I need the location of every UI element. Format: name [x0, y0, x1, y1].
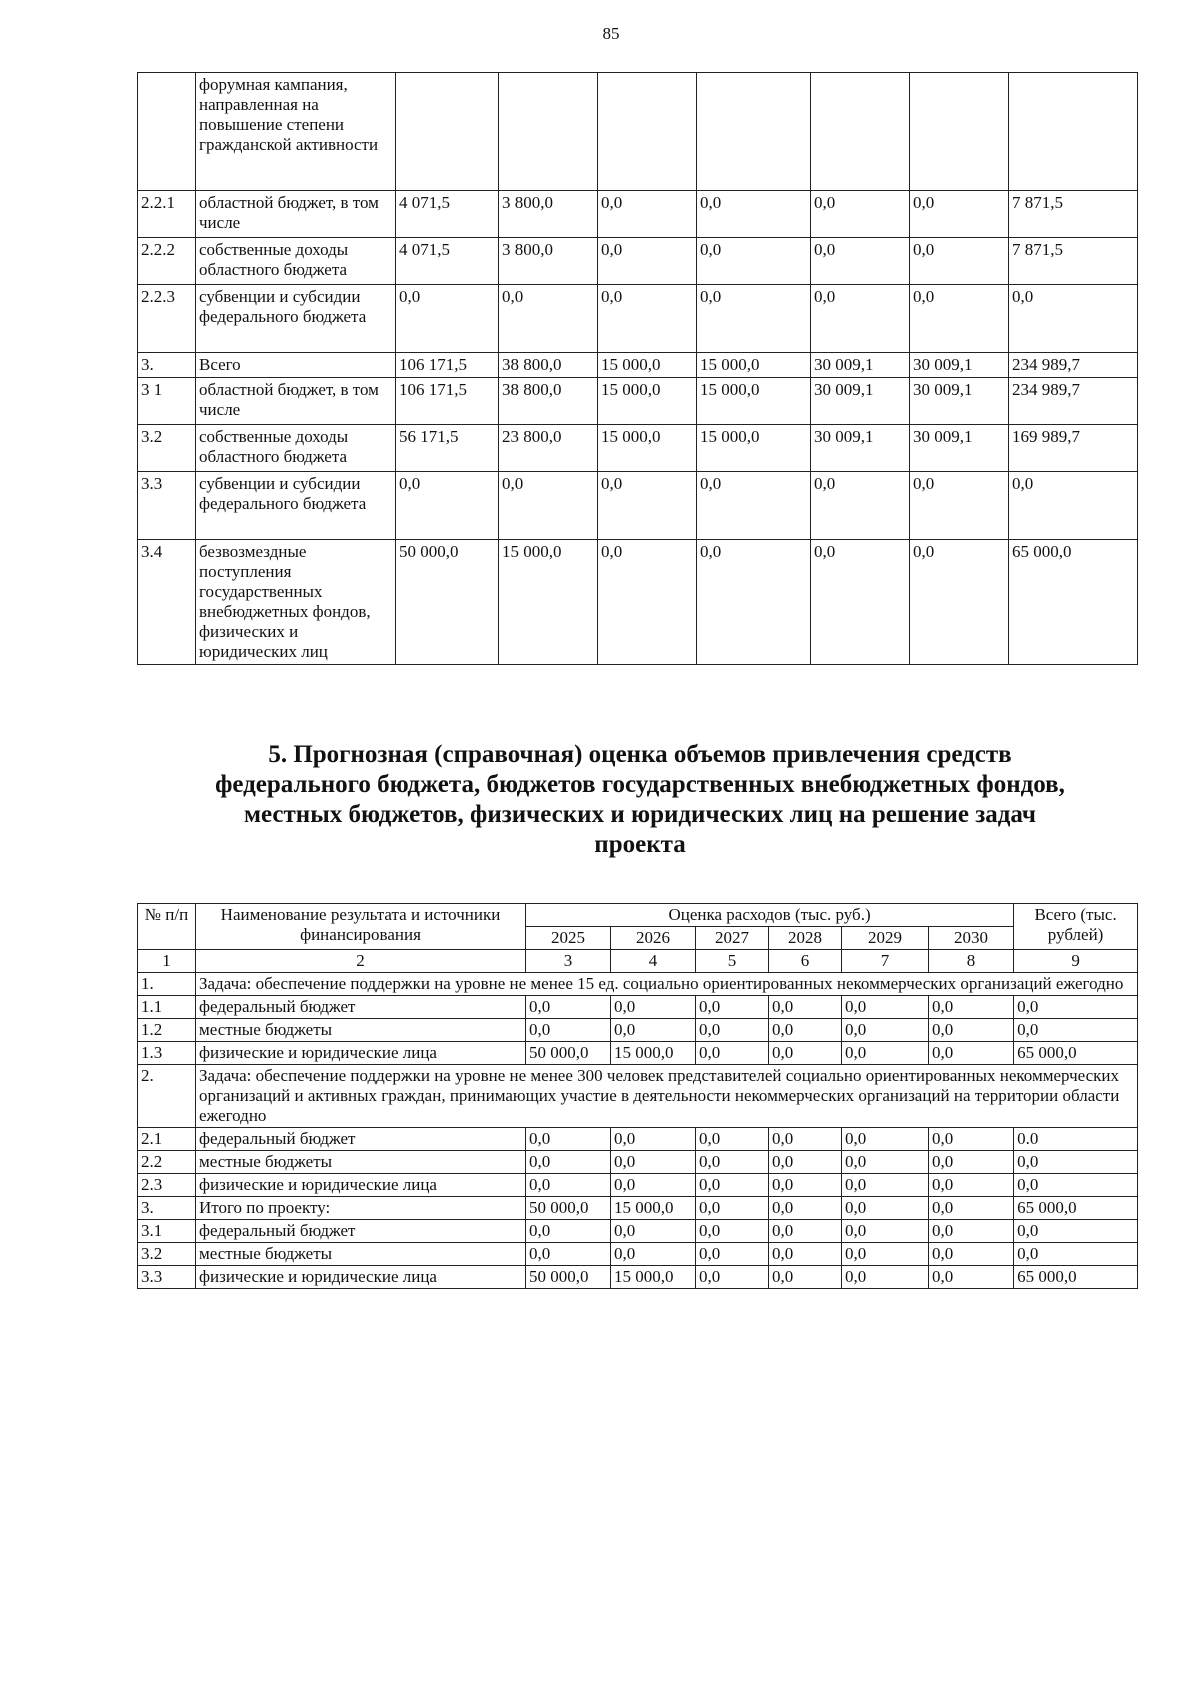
row-number: 2.2.1: [138, 191, 196, 238]
table-row: [138, 425, 1138, 472]
row-number: [138, 73, 196, 191]
value-cell: 0,0: [396, 472, 499, 540]
value-cell: 0,0: [769, 1243, 842, 1266]
value-cell: 0,0: [611, 1174, 696, 1197]
value-cell: 0,0: [769, 1197, 842, 1220]
header-year: 2026: [611, 927, 696, 950]
value-cell: 0,0: [842, 1174, 929, 1197]
value-cell: 15 000,0: [697, 353, 811, 378]
row-number: 3.3: [138, 1266, 196, 1289]
row-label: субвенции и субсидии федерального бюджета: [196, 285, 396, 353]
value-cell: 234 989,7: [1009, 353, 1138, 378]
value-cell: 0,0: [696, 1266, 769, 1289]
value-cell: 0,0: [696, 996, 769, 1019]
header-estimate: Оценка расходов (тыс. руб.): [526, 904, 1014, 927]
value-cell: 30 009,1: [910, 378, 1009, 425]
value-cell: 0,0: [929, 1174, 1014, 1197]
row-label: физические и юридические лица: [196, 1266, 526, 1289]
column-number: 5: [696, 950, 769, 973]
value-cell: 0,0: [929, 1019, 1014, 1042]
value-cell: 0,0: [611, 996, 696, 1019]
header-year: 2027: [696, 927, 769, 950]
row-number: 1.3: [138, 1042, 196, 1065]
value-cell: 0,0: [769, 1042, 842, 1065]
row-label: физические и юридические лица: [196, 1174, 526, 1197]
value-cell: 0,0: [769, 996, 842, 1019]
table-row: [138, 1220, 1138, 1243]
header-name: Наименование результата и источники финансирования: [196, 904, 526, 950]
value-cell: 0,0: [1014, 1220, 1138, 1243]
value-cell: 0,0: [611, 1220, 696, 1243]
row-label: федеральный бюджет: [196, 1220, 526, 1243]
value-cell: 0,0: [842, 996, 929, 1019]
value-cell: 0,0: [526, 1220, 611, 1243]
value-cell: 0,0: [910, 191, 1009, 238]
value-cell: [598, 73, 697, 191]
column-number: 6: [769, 950, 842, 973]
value-cell: [697, 73, 811, 191]
row-number: 3.: [138, 353, 196, 378]
value-cell: 50 000,0: [396, 540, 499, 665]
value-cell: 0,0: [696, 1128, 769, 1151]
value-cell: 0,0: [526, 1151, 611, 1174]
value-cell: 0,0: [697, 285, 811, 353]
value-cell: 0,0: [598, 191, 697, 238]
value-cell: 0,0: [611, 1128, 696, 1151]
value-cell: 0,0: [526, 1019, 611, 1042]
value-cell: 0,0: [598, 540, 697, 665]
value-cell: 0,0: [396, 285, 499, 353]
row-label: местные бюджеты: [196, 1243, 526, 1266]
value-cell: 0,0: [697, 472, 811, 540]
value-cell: 15 000,0: [499, 540, 598, 665]
value-cell: 0,0: [769, 1019, 842, 1042]
section-title: 5. Прогнозная (справочная) оценка объемов привлечения средств федерального бюджета, бюджетов государственных внебюджетных фондов, местных бюджетов, физических и юридических лиц на решение задач проекта: [215, 741, 1065, 858]
value-cell: 0,0: [499, 285, 598, 353]
value-cell: 0,0: [526, 996, 611, 1019]
table-row: [138, 1019, 1138, 1042]
value-cell: 0,0: [811, 238, 910, 285]
value-cell: 0,0: [769, 1174, 842, 1197]
value-cell: 50 000,0: [526, 1197, 611, 1220]
value-cell: 38 800,0: [499, 378, 598, 425]
header-year: 2029: [842, 927, 929, 950]
value-cell: 0,0: [929, 1197, 1014, 1220]
value-cell: 0,0: [811, 540, 910, 665]
row-number: 3.2: [138, 1243, 196, 1266]
row-number: 2.2: [138, 1151, 196, 1174]
value-cell: 0,0: [842, 1019, 929, 1042]
value-cell: 106 171,5: [396, 378, 499, 425]
value-cell: 56 171,5: [396, 425, 499, 472]
row-number: 3.1: [138, 1220, 196, 1243]
value-cell: 0,0: [842, 1243, 929, 1266]
row-number: 3.3: [138, 472, 196, 540]
task-description: Задача: обеспечение поддержки на уровне не менее 300 человек представителей социально ориентированных некоммерческих организаций и активных граждан, принимающих участие в деятельности некоммерческих организаций на территории области ежегодно: [196, 1065, 1138, 1128]
row-number: 1.: [138, 973, 196, 996]
value-cell: [396, 73, 499, 191]
value-cell: 0,0: [811, 285, 910, 353]
value-cell: 30 009,1: [811, 425, 910, 472]
row-label: собственные доходы областного бюджета: [196, 425, 396, 472]
row-label: местные бюджеты: [196, 1151, 526, 1174]
value-cell: 0,0: [697, 540, 811, 665]
value-cell: 4 071,5: [396, 238, 499, 285]
value-cell: 0,0: [1014, 1019, 1138, 1042]
value-cell: 0,0: [929, 1266, 1014, 1289]
row-label: Итого по проекту:: [196, 1197, 526, 1220]
value-cell: 0,0: [697, 191, 811, 238]
row-label: областной бюджет, в том числе: [196, 378, 396, 425]
value-cell: 65 000,0: [1014, 1197, 1138, 1220]
column-number: 3: [526, 950, 611, 973]
value-cell: 15 000,0: [697, 378, 811, 425]
value-cell: 0,0: [929, 1220, 1014, 1243]
table-row: [138, 1266, 1138, 1289]
value-cell: 0,0: [1014, 1174, 1138, 1197]
value-cell: 0,0: [929, 1042, 1014, 1065]
value-cell: 0,0: [1014, 1151, 1138, 1174]
table-row: [138, 1197, 1138, 1220]
page-number: 85: [602, 24, 620, 43]
row-number: 3 1: [138, 378, 196, 425]
row-label: безвозмездные поступления государственных внебюджетных фондов, физических и юридических лиц: [196, 540, 396, 665]
value-cell: 234 989,7: [1009, 378, 1138, 425]
column-number-row: [138, 950, 1138, 973]
row-number: 2.1: [138, 1128, 196, 1151]
row-number: 3.: [138, 1197, 196, 1220]
header-row: [138, 904, 1138, 927]
row-number: 2.2.2: [138, 238, 196, 285]
value-cell: 0,0: [598, 238, 697, 285]
row-label: физические и юридические лица: [196, 1042, 526, 1065]
table-row: [138, 1243, 1138, 1266]
table-row: [138, 353, 1138, 378]
value-cell: 0,0: [611, 1243, 696, 1266]
table-row: [138, 1151, 1138, 1174]
value-cell: 0,0: [842, 1266, 929, 1289]
value-cell: 0,0: [769, 1220, 842, 1243]
value-cell: 0,0: [598, 285, 697, 353]
table-row: [138, 73, 1138, 191]
value-cell: 0,0: [697, 238, 811, 285]
table-row: [138, 472, 1138, 540]
value-cell: 65 000,0: [1014, 1266, 1138, 1289]
value-cell: 15 000,0: [598, 353, 697, 378]
value-cell: 0,0: [611, 1019, 696, 1042]
column-number: 8: [929, 950, 1014, 973]
value-cell: 0.0: [1014, 1128, 1138, 1151]
value-cell: 23 800,0: [499, 425, 598, 472]
value-cell: 15 000,0: [598, 425, 697, 472]
value-cell: 4 071,5: [396, 191, 499, 238]
value-cell: 0,0: [696, 1174, 769, 1197]
row-number: 1.2: [138, 1019, 196, 1042]
value-cell: 0,0: [929, 1151, 1014, 1174]
header-year: 2028: [769, 927, 842, 950]
value-cell: 15 000,0: [697, 425, 811, 472]
column-number: 2: [196, 950, 526, 973]
value-cell: 0,0: [842, 1151, 929, 1174]
value-cell: 0,0: [611, 1151, 696, 1174]
value-cell: 0,0: [769, 1128, 842, 1151]
value-cell: 0,0: [526, 1174, 611, 1197]
value-cell: 0,0: [929, 1243, 1014, 1266]
value-cell: 0,0: [696, 1243, 769, 1266]
value-cell: 0,0: [769, 1151, 842, 1174]
value-cell: 15 000,0: [598, 378, 697, 425]
value-cell: 15 000,0: [611, 1042, 696, 1065]
value-cell: 0,0: [910, 238, 1009, 285]
header-year: 2025: [526, 927, 611, 950]
value-cell: [910, 73, 1009, 191]
value-cell: 0,0: [598, 472, 697, 540]
value-cell: 0,0: [696, 1042, 769, 1065]
value-cell: 0,0: [499, 472, 598, 540]
column-number: 4: [611, 950, 696, 973]
row-number: 2.: [138, 1065, 196, 1128]
value-cell: 65 000,0: [1009, 540, 1138, 665]
table-row: [138, 1128, 1138, 1151]
row-number: 3.4: [138, 540, 196, 665]
value-cell: 0,0: [910, 285, 1009, 353]
task-row: [138, 1065, 1138, 1128]
table-row: [138, 191, 1138, 238]
column-number: 1: [138, 950, 196, 973]
table-row: [138, 996, 1138, 1019]
table-row: [138, 540, 1138, 665]
value-cell: 3 800,0: [499, 238, 598, 285]
value-cell: 0,0: [811, 472, 910, 540]
row-label: форумная кампания, направленная на повышение степени гражданской активности: [196, 73, 396, 191]
value-cell: 0,0: [526, 1243, 611, 1266]
value-cell: 0,0: [769, 1266, 842, 1289]
value-cell: 0,0: [526, 1128, 611, 1151]
header-total: Всего (тыс. рублей): [1014, 904, 1138, 950]
value-cell: 30 009,1: [811, 353, 910, 378]
value-cell: 30 009,1: [910, 353, 1009, 378]
funding-table-continued: [137, 72, 1138, 665]
task-description: Задача: обеспечение поддержки на уровне не менее 15 ед. социально ориентированных некоммерческих организаций ежегодно: [196, 973, 1138, 996]
row-label: федеральный бюджет: [196, 996, 526, 1019]
task-row: [138, 973, 1138, 996]
value-cell: 0,0: [910, 540, 1009, 665]
value-cell: 0,0: [910, 472, 1009, 540]
value-cell: 50 000,0: [526, 1266, 611, 1289]
value-cell: [499, 73, 598, 191]
row-label: федеральный бюджет: [196, 1128, 526, 1151]
row-label: областной бюджет, в том числе: [196, 191, 396, 238]
value-cell: 0,0: [1014, 1243, 1138, 1266]
value-cell: 0,0: [842, 1197, 929, 1220]
header-year: 2030: [929, 927, 1014, 950]
table-row: [138, 238, 1138, 285]
forecast-funding-table: [137, 903, 1138, 1289]
table-row: [138, 285, 1138, 353]
value-cell: 169 989,7: [1009, 425, 1138, 472]
value-cell: 0,0: [696, 1151, 769, 1174]
value-cell: 0,0: [929, 1128, 1014, 1151]
value-cell: 30 009,1: [811, 378, 910, 425]
value-cell: 0,0: [842, 1128, 929, 1151]
value-cell: 50 000,0: [526, 1042, 611, 1065]
value-cell: 0,0: [1014, 996, 1138, 1019]
table-row: [138, 1174, 1138, 1197]
value-cell: 0,0: [696, 1019, 769, 1042]
value-cell: 0,0: [1009, 285, 1138, 353]
table-row: [138, 378, 1138, 425]
row-label: субвенции и субсидии федерального бюджета: [196, 472, 396, 540]
value-cell: 106 171,5: [396, 353, 499, 378]
value-cell: 38 800,0: [499, 353, 598, 378]
value-cell: 0,0: [811, 191, 910, 238]
value-cell: 3 800,0: [499, 191, 598, 238]
value-cell: 30 009,1: [910, 425, 1009, 472]
row-number: 2.2.3: [138, 285, 196, 353]
row-label: Всего: [196, 353, 396, 378]
row-number: 3.2: [138, 425, 196, 472]
value-cell: 0,0: [696, 1220, 769, 1243]
value-cell: 0,0: [842, 1042, 929, 1065]
value-cell: 15 000,0: [611, 1197, 696, 1220]
row-label: собственные доходы областного бюджета: [196, 238, 396, 285]
value-cell: [1009, 73, 1138, 191]
value-cell: 7 871,5: [1009, 238, 1138, 285]
value-cell: 0,0: [929, 996, 1014, 1019]
value-cell: [811, 73, 910, 191]
column-number: 7: [842, 950, 929, 973]
table-row: [138, 1042, 1138, 1065]
row-number: 1.1: [138, 996, 196, 1019]
row-number: 2.3: [138, 1174, 196, 1197]
value-cell: 0,0: [696, 1197, 769, 1220]
header-num: № п/п: [138, 904, 196, 950]
value-cell: 15 000,0: [611, 1266, 696, 1289]
value-cell: 0,0: [842, 1220, 929, 1243]
column-number: 9: [1014, 950, 1138, 973]
value-cell: 65 000,0: [1014, 1042, 1138, 1065]
value-cell: 7 871,5: [1009, 191, 1138, 238]
row-label: местные бюджеты: [196, 1019, 526, 1042]
value-cell: 0,0: [1009, 472, 1138, 540]
